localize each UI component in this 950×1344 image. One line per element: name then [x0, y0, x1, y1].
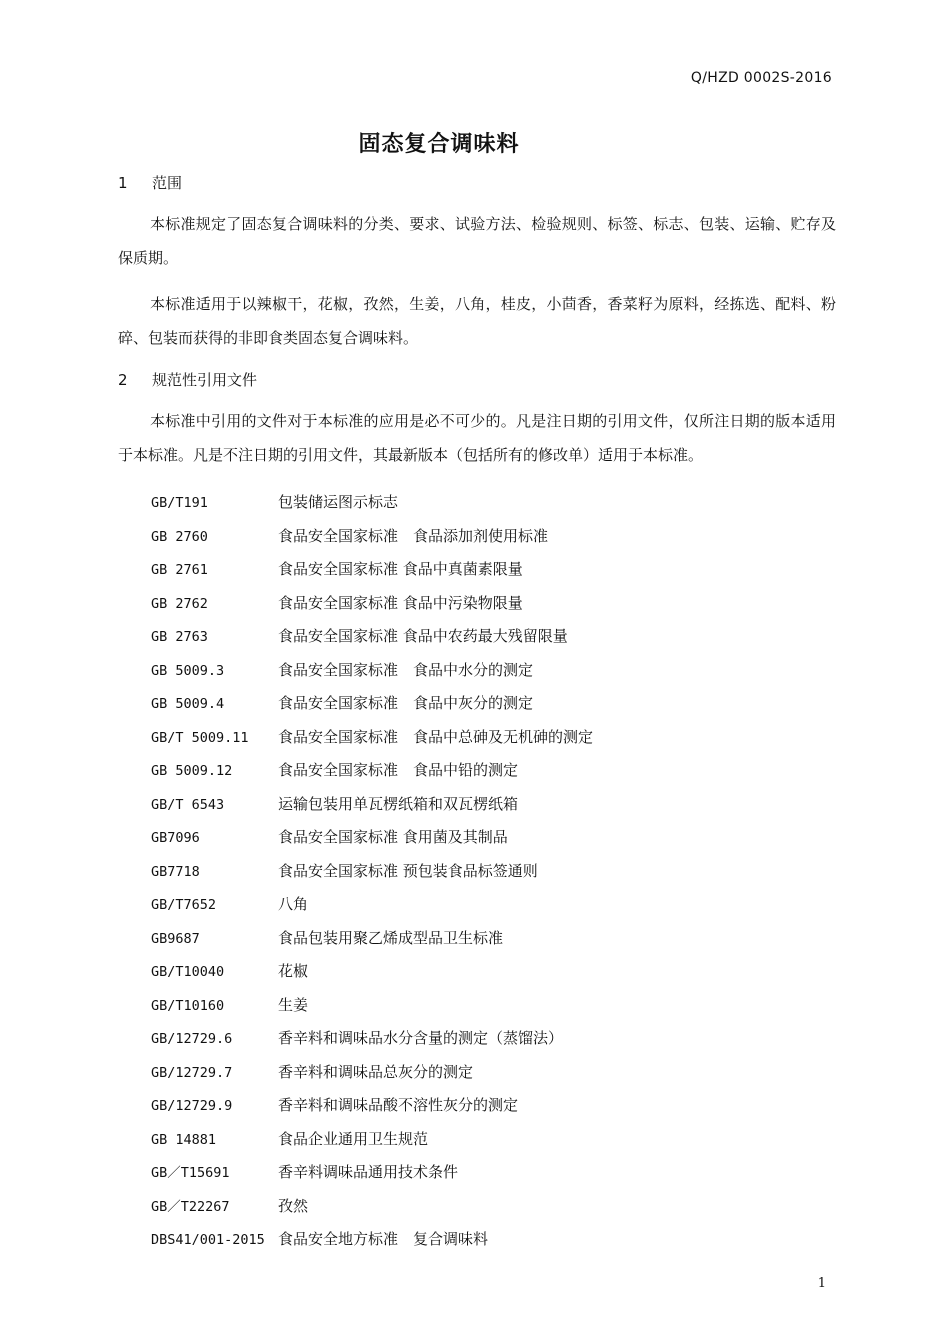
page-number: 1	[817, 1276, 826, 1291]
reference-item	[151, 687, 593, 721]
reference-item	[151, 1123, 593, 1157]
reference-code: GB 2762	[151, 595, 208, 612]
reference-list	[151, 486, 593, 1257]
reference-name: 食品安全国家标准 食品中污染物限量	[278, 593, 523, 612]
reference-code: GB 14881	[151, 1131, 217, 1148]
reference-name: 孜然	[278, 1196, 309, 1215]
reference-item	[151, 922, 593, 956]
reference-code: GB/12729.7	[151, 1064, 233, 1081]
reference-name: 食品安全国家标准 食品中水分的测定	[278, 660, 534, 679]
reference-name: 食品安全国家标准 食品中灰分的测定	[278, 694, 534, 712]
reference-name: 花椒	[278, 962, 309, 980]
reference-code: GB/T 5009.11	[151, 729, 249, 746]
reference-name: 食品安全国家标准 食品中总砷及无机砷的测定	[278, 727, 594, 746]
section-title: 范围	[152, 174, 183, 192]
reference-item	[151, 1223, 593, 1257]
reference-name: 食品安全国家标准 食品中铅的测定	[278, 761, 519, 779]
reference-item	[151, 955, 593, 989]
reference-item	[151, 1056, 593, 1090]
reference-item	[151, 855, 593, 889]
reference-item	[151, 654, 593, 688]
reference-name: 香辛料和调味品水分含量的测定（蒸馏法）	[278, 1029, 564, 1047]
reference-code: GB/12729.9	[151, 1098, 233, 1114]
reference-item	[151, 486, 593, 520]
reference-name: 食品安全国家标准 食品中真菌素限量	[278, 560, 523, 578]
reference-item	[151, 821, 593, 855]
reference-name: 食品安全国家标准 食用菌及其制品	[278, 828, 508, 846]
reference-name: 食品企业通用卫生规范	[278, 1129, 429, 1148]
reference-name: 生姜	[278, 995, 309, 1014]
normative-references-paragraph: 本标准中引用的文件对于本标准的应用是必不可少的。凡是注日期的引用文件，仅所注日期的版本适用于本标准。凡是不注日期的引用文件，其最新版本（包括所有的修改单）适用于本标准。	[118, 412, 836, 464]
reference-item	[151, 888, 593, 922]
reference-name: 食品安全国家标准 食品中农药最大残留限量	[278, 627, 568, 645]
reference-item	[151, 721, 593, 755]
reference-code: GB／T15691	[151, 1165, 230, 1181]
section-number: 2	[118, 371, 128, 389]
reference-code: GB/T10040	[151, 964, 225, 980]
reference-code: GB/T10160	[151, 997, 225, 1014]
reference-code: GB9687	[151, 930, 200, 947]
reference-item	[151, 587, 593, 621]
reference-name: 香辛料和调味品总灰分的测定	[278, 1062, 474, 1081]
reference-item	[151, 754, 593, 788]
reference-code: GB/T7652	[151, 897, 217, 913]
reference-code: GB/T 6543	[151, 796, 225, 813]
section-2-heading	[118, 369, 257, 390]
reference-name: 食品安全国家标准 预包装食品标签通则	[278, 861, 538, 880]
reference-code: GB 2763	[151, 629, 208, 645]
reference-name: 运输包装用单瓦楞纸箱和双瓦楞纸箱	[278, 794, 519, 813]
section-number: 1	[118, 174, 128, 192]
reference-code: GB/T191	[151, 495, 208, 511]
reference-name: 八角	[278, 895, 309, 913]
reference-item	[151, 1156, 593, 1190]
reference-code: DBS41/001-2015	[151, 1232, 265, 1248]
reference-code: GB 5009.4	[151, 696, 225, 712]
reference-item	[151, 1022, 593, 1056]
reference-item	[151, 520, 593, 554]
reference-code: GB7096	[151, 830, 200, 846]
reference-item	[151, 989, 593, 1023]
section-1-heading	[118, 172, 182, 193]
reference-item	[151, 788, 593, 822]
reference-code: GB 2760	[151, 528, 208, 545]
reference-name: 食品安全地方标准 复合调味料	[278, 1230, 489, 1248]
reference-name: 食品安全国家标准 食品添加剂使用标准	[278, 526, 549, 545]
reference-code: GB/12729.6	[151, 1031, 233, 1047]
reference-name: 包装储运图示标志	[278, 493, 399, 511]
reference-code: GB／T22267	[151, 1198, 230, 1215]
reference-code: GB 5009.3	[151, 662, 225, 679]
document-title: 固态复合调味料	[358, 132, 520, 157]
reference-name: 香辛料调味品通用技术条件	[278, 1163, 459, 1181]
reference-item	[151, 1089, 593, 1123]
document-code: Q/HZD 0002S-2016	[690, 70, 832, 86]
reference-name: 香辛料和调味品酸不溶性灰分的测定	[278, 1096, 519, 1114]
scope-paragraph-1: 本标准规定了固态复合调味料的分类、要求、试验方法、检验规则、标签、标志、包装、运输、贮存及保质期。	[118, 215, 836, 267]
reference-code: GB 2761	[151, 562, 208, 578]
reference-item	[151, 620, 593, 654]
section-title: 规范性引用文件	[152, 371, 258, 389]
reference-name: 食品包装用聚乙烯成型品卫生标准	[278, 928, 504, 947]
reference-code: GB 5009.12	[151, 763, 233, 779]
scope-paragraph-2: 本标准适用于以辣椒干，花椒，孜然，生姜，八角，桂皮，小茴香，香菜籽为原料，经拣选、配料、粉碎、包装而获得的非即食类固态复合调味料。	[118, 295, 836, 347]
reference-item	[151, 1190, 593, 1224]
reference-code: GB7718	[151, 863, 200, 880]
reference-item	[151, 553, 593, 587]
